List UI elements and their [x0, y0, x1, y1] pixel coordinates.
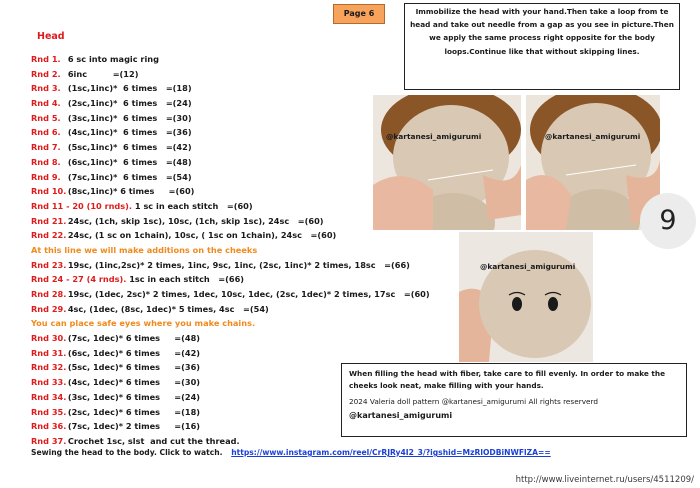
- pattern-round: [31, 331, 451, 346]
- round-label: Rnd 30.: [31, 333, 67, 344]
- photo-illustration: [526, 95, 660, 230]
- round-instruction: (7sc,1inc)* 6 times =(54): [67, 171, 192, 182]
- round-label: Rnd 29.: [31, 303, 67, 314]
- site-footer: http://www.liveinternet.ru/users/4511209/: [515, 475, 694, 485]
- round-instruction: (4sc, 1dec)* 6 times =(30): [67, 377, 201, 388]
- round-label: Rnd 36.: [31, 421, 67, 432]
- round-instruction: (2sc, 1dec)* 6 times =(18): [67, 406, 201, 417]
- instagram-link[interactable]: https://www.instagram.com/reel/CrRJRy4I2_3/?igshid=MzRlODBiNWFlZA==: [231, 448, 551, 457]
- photo-sewing-head-right: [526, 95, 660, 230]
- author-handle: @kartanesi_amigurumi: [349, 411, 453, 420]
- round-label: Rnd 35.: [31, 406, 67, 417]
- watermark: @kartanesi_amigurumi: [480, 262, 576, 271]
- round-instruction: (3sc, 1dec)* 6 times =(24): [67, 391, 201, 402]
- filling-note: When filling the head with fiber, take care to fill evenly. In order to make the cheeks look neat, make filling with your hands.: [349, 369, 666, 390]
- pattern-round: [31, 287, 451, 302]
- round-label: Rnd 32.: [31, 362, 67, 373]
- photo-head-eyes: [459, 232, 593, 362]
- round-instruction: 1 sc in each stitch =(60): [134, 200, 253, 211]
- section-title: Head: [37, 31, 65, 42]
- round-label: Rnd 3.: [31, 83, 61, 94]
- round-label: Rnd 33.: [31, 377, 67, 388]
- round-instruction: (5sc,1inc)* 6 times =(42): [67, 142, 192, 153]
- round-instruction: 1sc in each stitch =(66): [129, 274, 245, 285]
- round-label: Rnd 22.: [31, 230, 67, 241]
- round-instruction: 24sc, (1ch, skip 1sc), 10sc, (1ch, skip 1sc), 24sc =(60): [67, 215, 324, 226]
- page-badge: Page 6: [333, 4, 385, 24]
- round-label: Rnd 7.: [31, 142, 61, 153]
- round-instruction: 6inc =(12): [67, 68, 139, 79]
- pattern-round: [31, 258, 451, 273]
- round-instruction: 19sc, (1inc,2sc)* 2 times, 1inc, 9sc, 1inc, (2sc, 1inc)* 2 times, 18sc =(66): [67, 259, 410, 270]
- pattern-round: [31, 67, 451, 82]
- round-label: Rnd 24 - 27 (4 rnds).: [31, 274, 127, 285]
- round-label: Rnd 34.: [31, 391, 67, 402]
- round-instruction: 19sc, (1dec, 2sc)* 2 times, 1dec, 10sc, 1dec, (2sc, 1dec)* 2 times, 17sc =(60): [67, 289, 430, 299]
- round-instruction: (4sc,1inc)* 6 times =(36): [67, 127, 192, 138]
- round-label: Rnd 5.: [31, 112, 61, 123]
- round-label: Rnd 9.: [31, 171, 61, 182]
- round-label: Rnd 10.: [31, 186, 67, 197]
- round-instruction: 24sc, (1 sc on 1chain), 10sc, ( 1sc on 1chain), 24sc =(60): [67, 230, 337, 241]
- round-label: Rnd 4.: [31, 98, 61, 109]
- round-instruction: (7sc, 1dec)* 6 times =(48): [67, 333, 201, 344]
- round-instruction: (1sc,1inc)* 6 times =(18): [67, 83, 192, 94]
- pattern-round: [31, 272, 451, 287]
- round-instruction: (5sc, 1dec)* 6 times =(36): [67, 362, 201, 373]
- round-instruction: (2sc,1inc)* 6 times =(24): [67, 98, 192, 109]
- round-instruction: Crochet 1sc, slst and cut the thread.: [67, 435, 240, 446]
- round-label: Rnd 2.: [31, 68, 61, 79]
- photo-illustration: [459, 232, 593, 362]
- round-instruction: (7sc, 1dec)* 2 times =(16): [67, 421, 201, 432]
- round-label: Rnd 23.: [31, 259, 67, 270]
- watermark: @kartanesi_amigurumi: [545, 132, 641, 141]
- photo-illustration: [373, 95, 521, 230]
- round-label: Rnd 11 - 20 (10 rnds).: [31, 200, 133, 211]
- round-instruction: 6 sc into magic ring: [67, 54, 159, 64]
- watermark: @kartanesi_amigurumi: [386, 132, 482, 141]
- sewing-text: Sewing the head to the body. Click to watch.: [31, 448, 223, 457]
- round-instruction: (8sc,1inc)* 6 times =(60): [67, 186, 195, 197]
- instruction-box-bottom: [341, 363, 687, 437]
- copyright-credit: 2024 Valeria doll pattern @kartanesi_amigurumi All rights reserverd: [349, 397, 599, 406]
- round-label: Rnd 21.: [31, 215, 67, 226]
- pattern-round: [31, 52, 451, 67]
- pattern-round: [31, 81, 451, 96]
- pattern-note: At this line we will make additions on the cheeks: [31, 244, 258, 255]
- pattern-round: [31, 228, 451, 243]
- round-instruction: (3sc,1inc)* 6 times =(30): [67, 112, 192, 123]
- pattern-note: You can place safe eyes where you make chains.: [31, 318, 256, 329]
- round-instruction: (6sc,1inc)* 6 times =(48): [67, 156, 192, 167]
- step-number-badge: 9: [640, 193, 696, 249]
- round-instruction: (6sc, 1dec)* 6 times =(42): [67, 347, 201, 358]
- sewing-instruction: [31, 448, 551, 457]
- instruction-box-top: Immobilize the head with your hand.Then take a loop from te head and take out needle from a gap as you see in picture.Then we apply the same process right opposite for the body loops.Continue like that without skipping lines.: [404, 3, 680, 90]
- photo-sewing-head-left: [373, 95, 521, 230]
- round-label: Rnd 1.: [31, 54, 61, 64]
- pattern-round: [31, 346, 451, 361]
- round-label: Rnd 28.: [31, 289, 67, 299]
- round-label: Rnd 31.: [31, 347, 67, 358]
- round-instruction: 4sc, (1dec, (8sc, 1dec)* 5 times, 4sc =(54): [67, 303, 269, 314]
- pattern-round: [31, 302, 451, 317]
- round-label: Rnd 6.: [31, 127, 61, 138]
- round-label: Rnd 8.: [31, 156, 61, 167]
- round-label: Rnd 37.: [31, 435, 67, 446]
